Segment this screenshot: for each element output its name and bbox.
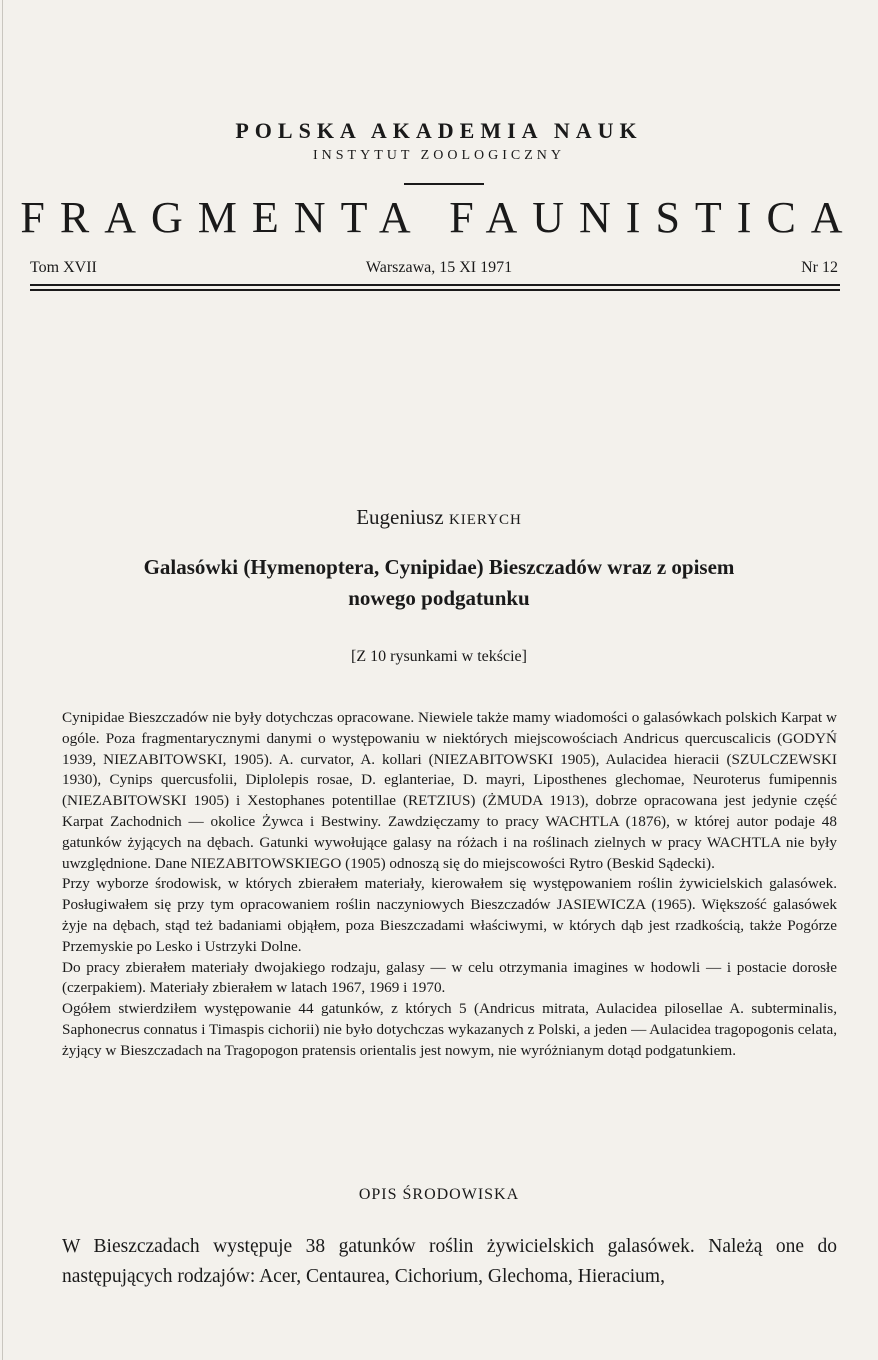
header-rule-top (30, 284, 840, 286)
author-last-name: KIERYCH (448, 512, 522, 528)
author-first-name: Eugeniusz (356, 505, 444, 529)
header-divider (404, 183, 484, 185)
paragraph-methods: Przy wyborze środowisk, w których zbierałem materiały, kierowałem się występowaniem roślin żywicielskich galasówek. Posługiwałem się przy tym opracowaniem roślin naczyniowych Bieszczadów JASIEWICZA (1965). Większość galasówek żyje na dębach, stąd też badaniami objąłem, poza Bieszczadami właściwymi, w których dąb jest rzadkością, także Pogórze Przemyskie po Lesko i Ustrzyki Dolne. (62, 875, 837, 955)
article-body (62, 708, 837, 1062)
journal-title: FRAGMENTA FAUNISTICA (20, 193, 858, 242)
volume-label: Tom XVII (30, 259, 97, 276)
paragraph-results: Ogółem stwierdziłem występowanie 44 gatunków, z których 5 (Andricus mitrata, Aulacidea pilosellae A. subterminalis, Saphonecrus connatus i Timaspis cichorii) nie było dotychczas wykazanych z Polski, a jeden — Aulacidea tragopogonis celata, żyjący w Bieszczadach na Tragopogon pratensis orientalis jest nowym, nie wyróżnianym dotąd podgatunkiem. (62, 1000, 837, 1059)
section-heading: OPIS ŚRODOWISKA (358, 1186, 520, 1203)
section-text (62, 1232, 837, 1292)
paragraph-materials: Do pracy zbierałem materiały dwojakiego rodzaju, galasy — w celu otrzymania imagines w hodowli — i postacie dorosłe (czerpakiem). Materiały zbierałem w latach 1967, 1969 i 1970. (62, 958, 837, 997)
paragraph-intro: Cynipidae Bieszczadów nie były dotychczas opracowane. Niewiele także mamy wiadomości o galasówkach polskich Karpat w ogóle. Poza fragmentarycznymi danymi o występowaniu w niektórych miejscowościach Andricus quercuscalicis (GODYŃ 1939, NIEZABITOWSKI, 1905). A. curvator, A. kollari (NIEZABITOWSKI 1905), Aulacidea hieracii (SZULCZEWSKI 1930), Cynips quercusfolii, Diplolepis rosae, D. eglanteriae, D. mayri, Liposthenes glechomae, Neuroterus fumipennis (NIEZABITOWSKI 1905) i Xestophanes potentillae (RETZIUS) (ŻMUDA 1913), dobrze opracowana jest jedynie część Karpat Zachodnich — okolice Żywca i Bestwiny. Zawdzięczamy to pracy WACHTLA (1876), w której autor podaje 48 gatunków żyjących na dębach. Gatunki wywołujące galasy na różach i na roślinach zielnych w pracy WACHTLA nie były uwzględnione. Dane NIEZABITOWSKIEGO (1905) odnoszą się do miejscowości Rytro (Beskid Sądecki). (62, 709, 837, 872)
academy-name: POLSKA AKADEMIA NAUK (235, 118, 643, 143)
issue-number: Nr 12 (801, 259, 838, 276)
figures-note: [Z 10 rysunkami w tekście] (351, 648, 527, 665)
header-rule-bottom (30, 289, 840, 291)
title-line-1: Galasówki (Hymenoptera, Cynipidae) Bieszczadów wraz z opisem (143, 555, 735, 579)
issue-place-date: Warszawa, 15 XI 1971 (365, 259, 513, 276)
title-line-2: nowego podgatunku (348, 586, 530, 610)
article-title (60, 552, 818, 614)
paragraph-environment: W Bieszczadach występuje 38 gatunków roślin żywicielskich galasówek. Należą one do następujących rodzajów: Acer, Centaurea, Cichorium, Glechoma, Hieracium, (62, 1236, 837, 1287)
article-author (0, 505, 878, 530)
institute-name: INSTYTUT ZOOLOGICZNY (313, 148, 565, 163)
